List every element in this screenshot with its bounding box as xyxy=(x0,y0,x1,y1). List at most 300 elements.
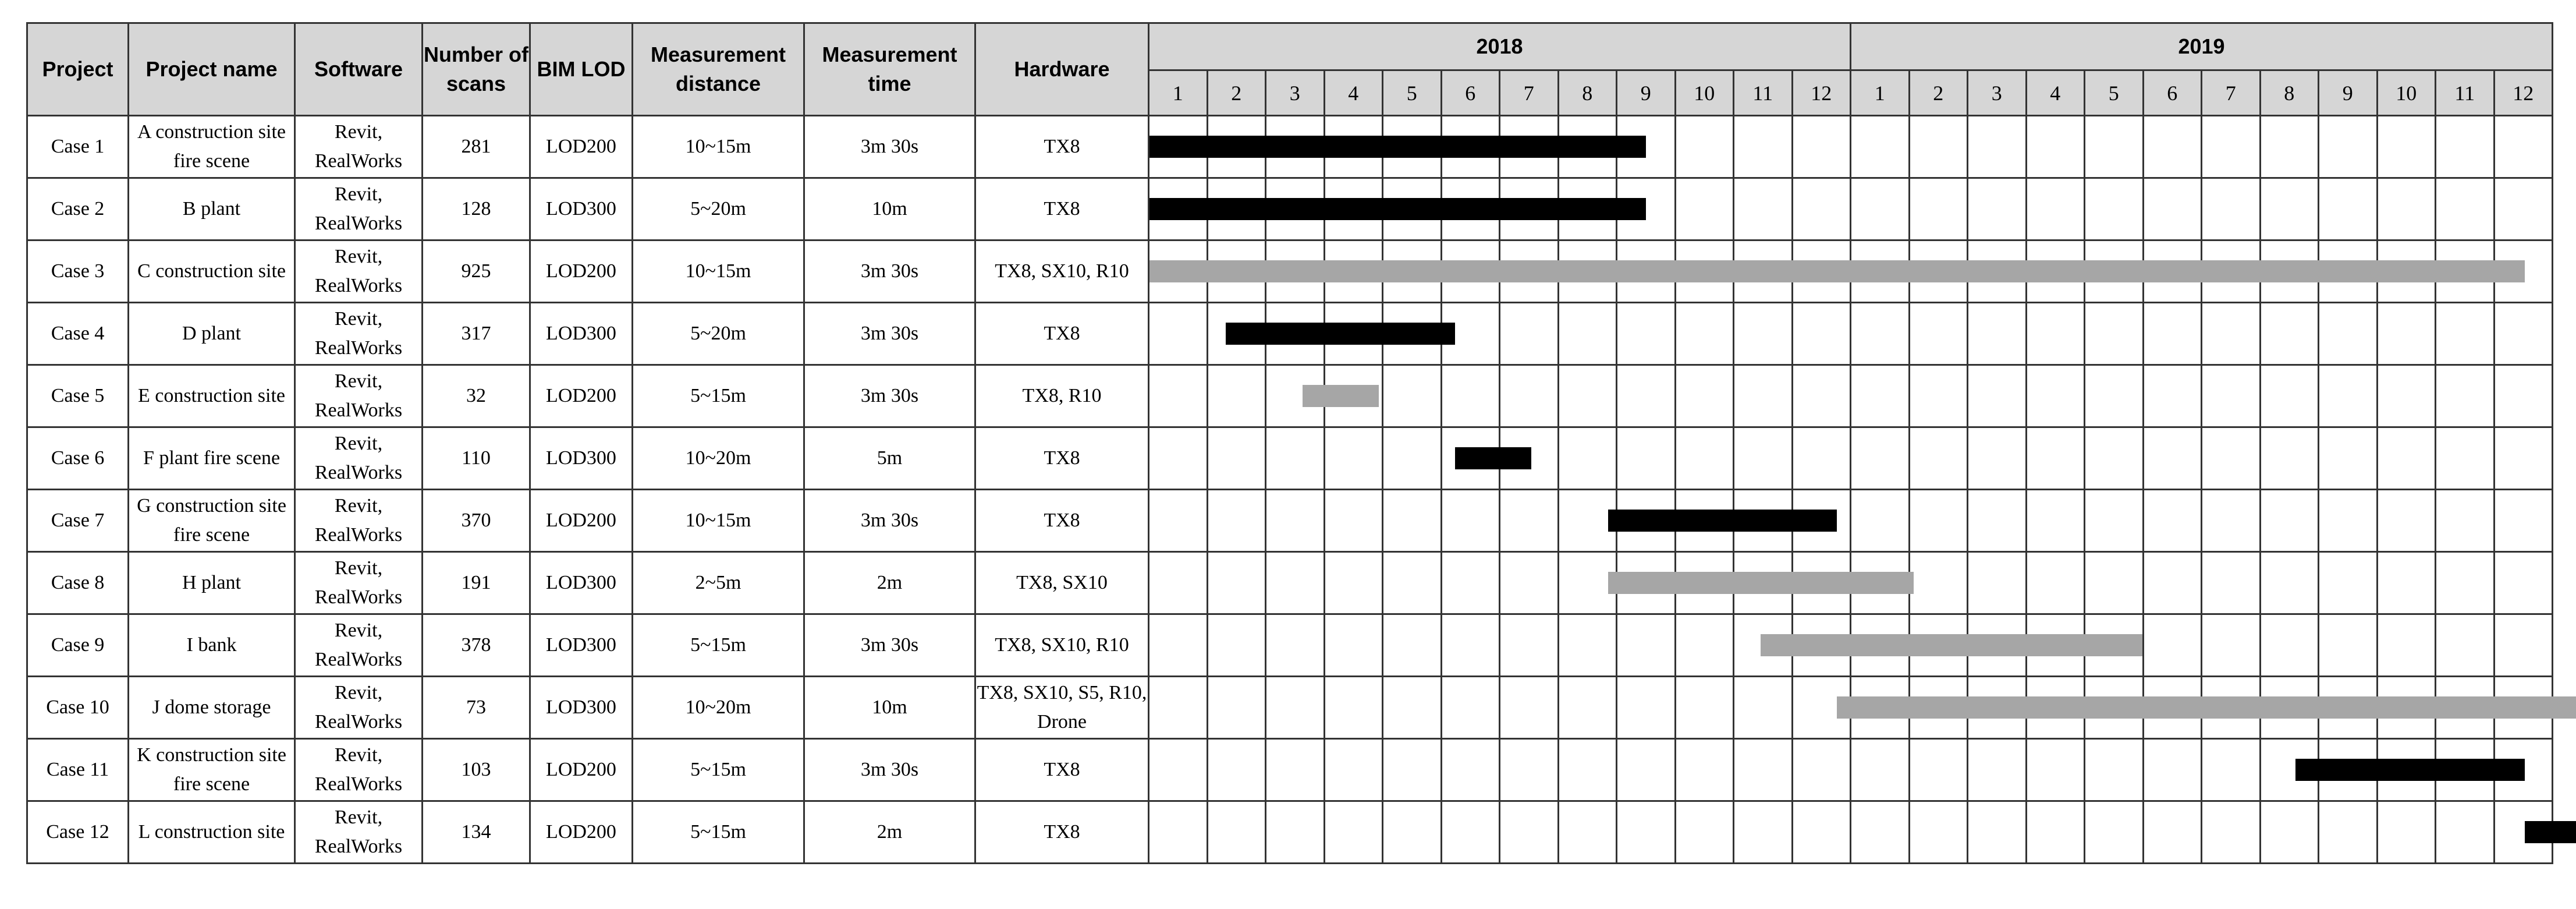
timeline-cell xyxy=(2085,490,2144,552)
timeline-cell xyxy=(1441,303,1500,365)
timeline-cell xyxy=(1266,240,1325,303)
timeline-cell xyxy=(2377,303,2436,365)
timeline-cell xyxy=(1675,677,1734,739)
timeline-cell xyxy=(1500,240,1559,303)
timeline-cell xyxy=(1266,552,1325,614)
timeline-cell xyxy=(2436,240,2495,303)
timeline-cell xyxy=(1734,739,1793,801)
timeline-cell xyxy=(1500,490,1559,552)
timeline-cell xyxy=(1968,303,2027,365)
timeline-cell xyxy=(2143,677,2202,739)
timeline-cell xyxy=(1207,490,1266,552)
timeline-cell xyxy=(2494,303,2553,365)
timeline-cell xyxy=(2085,739,2144,801)
cell-project: Case 10 xyxy=(27,677,129,739)
timeline-cell xyxy=(2202,614,2261,677)
timeline-cell xyxy=(1909,677,1968,739)
timeline-cell xyxy=(1207,303,1266,365)
timeline-cell xyxy=(1441,116,1500,178)
timeline-cell xyxy=(1558,427,1617,490)
timeline-cell xyxy=(2143,303,2202,365)
cell-measurement-distance: 5~15m xyxy=(633,739,804,801)
timeline-cell xyxy=(1909,365,1968,427)
header-number-of-scans: Number of scans xyxy=(423,23,530,116)
header-month: 8 xyxy=(1558,70,1617,116)
timeline-cell xyxy=(1909,116,1968,178)
cell-measurement-time: 3m 30s xyxy=(804,739,975,801)
timeline-cell xyxy=(2026,427,2085,490)
cell-measurement-distance: 10~15m xyxy=(633,490,804,552)
table-row xyxy=(27,739,2553,801)
timeline-cell xyxy=(1909,801,1968,864)
cell-project: Case 4 xyxy=(27,303,129,365)
timeline-cell xyxy=(1558,365,1617,427)
timeline-cell xyxy=(2085,178,2144,240)
timeline-cell xyxy=(1207,739,1266,801)
timeline-cell xyxy=(2319,178,2378,240)
cell-measurement-time: 3m 30s xyxy=(804,303,975,365)
header-month: 2 xyxy=(1909,70,1968,116)
cell-hardware: TX8 xyxy=(975,116,1149,178)
timeline-cell xyxy=(1558,552,1617,614)
timeline-cell xyxy=(1500,614,1559,677)
cell-project: Case 12 xyxy=(27,801,129,864)
cell-project: Case 2 xyxy=(27,178,129,240)
table-row xyxy=(27,427,2553,490)
timeline-cell xyxy=(1968,801,2027,864)
timeline-cell xyxy=(2260,178,2319,240)
cell-hardware: TX8 xyxy=(975,739,1149,801)
timeline-cell xyxy=(1207,365,1266,427)
timeline-cell xyxy=(1675,427,1734,490)
timeline-cell xyxy=(1792,739,1851,801)
timeline-cell xyxy=(2494,490,2553,552)
timeline-cell xyxy=(1266,116,1325,178)
timeline-cell xyxy=(2319,116,2378,178)
timeline-cell xyxy=(1266,739,1325,801)
timeline-cell xyxy=(1851,552,1910,614)
cell-number-of-scans: 128 xyxy=(423,178,530,240)
timeline-cell xyxy=(2143,801,2202,864)
timeline-cell xyxy=(1441,677,1500,739)
cell-project-name: A construction site fire scene xyxy=(129,116,295,178)
cell-measurement-distance: 5~15m xyxy=(633,614,804,677)
cell-number-of-scans: 191 xyxy=(423,552,530,614)
cell-hardware: TX8 xyxy=(975,303,1149,365)
timeline-cell xyxy=(1441,739,1500,801)
timeline-cell xyxy=(1149,677,1208,739)
header-hardware: Hardware xyxy=(975,23,1149,116)
timeline-cell xyxy=(2319,739,2378,801)
timeline-cell xyxy=(1266,365,1325,427)
timeline-cell xyxy=(1734,116,1793,178)
cell-bim-lod: LOD200 xyxy=(530,240,633,303)
cell-number-of-scans: 103 xyxy=(423,739,530,801)
timeline-cell xyxy=(2436,178,2495,240)
timeline-cell xyxy=(1675,614,1734,677)
timeline-cell xyxy=(2494,116,2553,178)
timeline-cell xyxy=(1617,801,1676,864)
timeline-cell xyxy=(1324,303,1383,365)
timeline-cell xyxy=(2436,303,2495,365)
header-month: 10 xyxy=(1675,70,1734,116)
cell-hardware: TX8 xyxy=(975,427,1149,490)
timeline-cell xyxy=(1383,490,1442,552)
timeline-cell xyxy=(1149,303,1208,365)
timeline-cell xyxy=(2377,614,2436,677)
cell-hardware: TX8, SX10, R10 xyxy=(975,240,1149,303)
table-row xyxy=(27,552,2553,614)
timeline-cell xyxy=(1792,552,1851,614)
cell-number-of-scans: 32 xyxy=(423,365,530,427)
header-month: 12 xyxy=(2494,70,2553,116)
cell-software: Revit, RealWorks xyxy=(295,677,423,739)
cell-number-of-scans: 281 xyxy=(423,116,530,178)
timeline-cell xyxy=(2260,739,2319,801)
header-month: 5 xyxy=(1383,70,1442,116)
timeline-cell xyxy=(2143,365,2202,427)
timeline-cell xyxy=(1383,365,1442,427)
header-month: 5 xyxy=(2085,70,2144,116)
header-bim-lod: BIM LOD xyxy=(530,23,633,116)
header-month: 11 xyxy=(1734,70,1793,116)
cell-bim-lod: LOD300 xyxy=(530,614,633,677)
timeline-cell xyxy=(2260,365,2319,427)
cell-software: Revit, RealWorks xyxy=(295,116,423,178)
timeline-cell xyxy=(1558,801,1617,864)
timeline-cell xyxy=(2085,303,2144,365)
timeline-cell xyxy=(2026,739,2085,801)
timeline-cell xyxy=(1558,240,1617,303)
cell-software: Revit, RealWorks xyxy=(295,303,423,365)
table-row xyxy=(27,801,2553,864)
timeline-cell xyxy=(1266,614,1325,677)
timeline-cell xyxy=(2377,365,2436,427)
timeline-cell xyxy=(2260,116,2319,178)
cell-project-name: H plant xyxy=(129,552,295,614)
header-measurement-distance: Measurement distance xyxy=(633,23,804,116)
timeline-cell xyxy=(1617,677,1676,739)
cell-measurement-time: 5m xyxy=(804,427,975,490)
cell-measurement-time: 2m xyxy=(804,552,975,614)
timeline-cell xyxy=(1851,365,1910,427)
timeline-cell xyxy=(1500,178,1559,240)
header-month: 10 xyxy=(2377,70,2436,116)
cell-hardware: TX8, R10 xyxy=(975,365,1149,427)
header-month: 3 xyxy=(1266,70,1325,116)
cell-project-name: K construction site fire scene xyxy=(129,739,295,801)
timeline-cell xyxy=(2377,178,2436,240)
timeline-cell xyxy=(1266,801,1325,864)
gantt-body xyxy=(27,116,2553,864)
timeline-cell xyxy=(1909,490,1968,552)
timeline-cell xyxy=(1383,552,1442,614)
timeline-cell xyxy=(1441,427,1500,490)
timeline-cell xyxy=(1383,801,1442,864)
timeline-cell xyxy=(2319,303,2378,365)
timeline-cell xyxy=(2085,552,2144,614)
timeline-cell xyxy=(1734,614,1793,677)
timeline-cell xyxy=(1441,490,1500,552)
timeline-cell xyxy=(1383,427,1442,490)
timeline-cell xyxy=(2436,427,2495,490)
timeline-cell xyxy=(1383,240,1442,303)
timeline-cell xyxy=(2436,739,2495,801)
cell-number-of-scans: 370 xyxy=(423,490,530,552)
timeline-cell xyxy=(1441,552,1500,614)
cell-project-name: J dome storage xyxy=(129,677,295,739)
cell-bim-lod: LOD200 xyxy=(530,739,633,801)
cell-measurement-time: 10m xyxy=(804,178,975,240)
header-month: 8 xyxy=(2260,70,2319,116)
header-month: 12 xyxy=(1792,70,1851,116)
timeline-cell xyxy=(1617,303,1676,365)
header-month: 7 xyxy=(1500,70,1559,116)
timeline-cell xyxy=(1792,365,1851,427)
timeline-cell xyxy=(2085,240,2144,303)
cell-project: Case 6 xyxy=(27,427,129,490)
timeline-cell xyxy=(2202,801,2261,864)
timeline-cell xyxy=(2085,365,2144,427)
cell-measurement-time: 10m xyxy=(804,677,975,739)
header-month: 9 xyxy=(2319,70,2378,116)
cell-number-of-scans: 317 xyxy=(423,303,530,365)
timeline-cell xyxy=(1968,552,2027,614)
timeline-cell xyxy=(2260,240,2319,303)
timeline-cell xyxy=(1968,427,2027,490)
cell-bim-lod: LOD200 xyxy=(530,490,633,552)
header-month: 11 xyxy=(2436,70,2495,116)
timeline-cell xyxy=(1324,677,1383,739)
timeline-cell xyxy=(1675,801,1734,864)
table-row xyxy=(27,490,2553,552)
timeline-cell xyxy=(1617,739,1676,801)
timeline-cell xyxy=(1266,303,1325,365)
cell-measurement-time: 3m 30s xyxy=(804,240,975,303)
header-month: 4 xyxy=(2026,70,2085,116)
cell-project-name: L construction site xyxy=(129,801,295,864)
cell-bim-lod: LOD200 xyxy=(530,801,633,864)
timeline-cell xyxy=(1617,240,1676,303)
timeline-cell xyxy=(2143,116,2202,178)
timeline-cell xyxy=(2494,801,2553,864)
timeline-cell xyxy=(1675,178,1734,240)
table-row xyxy=(27,178,2553,240)
timeline-cell xyxy=(1441,614,1500,677)
timeline-cell xyxy=(1617,365,1676,427)
timeline-cell xyxy=(1500,116,1559,178)
timeline-cell xyxy=(2436,677,2495,739)
timeline-cell xyxy=(1909,739,1968,801)
timeline-cell xyxy=(2494,240,2553,303)
timeline-cell xyxy=(2377,240,2436,303)
header-year-2019: 2019 xyxy=(1851,23,2553,70)
header-row-years xyxy=(27,23,2553,70)
timeline-cell xyxy=(1324,427,1383,490)
timeline-cell xyxy=(1675,365,1734,427)
timeline-cell xyxy=(1324,614,1383,677)
timeline-cell xyxy=(2143,240,2202,303)
timeline-cell xyxy=(1851,427,1910,490)
cell-project-name: F plant fire scene xyxy=(129,427,295,490)
timeline-cell xyxy=(1207,240,1266,303)
timeline-cell xyxy=(2377,427,2436,490)
timeline-cell xyxy=(2377,677,2436,739)
timeline-cell xyxy=(2202,116,2261,178)
timeline-cell xyxy=(2319,365,2378,427)
timeline-cell xyxy=(2319,240,2378,303)
timeline-cell xyxy=(2494,614,2553,677)
timeline-cell xyxy=(1851,303,1910,365)
timeline-cell xyxy=(2085,116,2144,178)
timeline-cell xyxy=(1149,739,1208,801)
timeline-cell xyxy=(2377,801,2436,864)
timeline-cell xyxy=(1441,801,1500,864)
cell-hardware: TX8 xyxy=(975,801,1149,864)
header-software: Software xyxy=(295,23,423,116)
timeline-cell xyxy=(1324,178,1383,240)
timeline-cell xyxy=(1851,614,1910,677)
timeline-cell xyxy=(2377,739,2436,801)
timeline-cell xyxy=(1500,739,1559,801)
timeline-cell xyxy=(1558,490,1617,552)
cell-project: Case 8 xyxy=(27,552,129,614)
timeline-cell xyxy=(1734,677,1793,739)
cell-hardware: TX8, SX10 xyxy=(975,552,1149,614)
timeline-cell xyxy=(1441,240,1500,303)
timeline-cell xyxy=(2319,801,2378,864)
timeline-cell xyxy=(1792,677,1851,739)
cell-project: Case 7 xyxy=(27,490,129,552)
timeline-cell xyxy=(1968,365,2027,427)
timeline-cell xyxy=(1617,552,1676,614)
header-month: 2 xyxy=(1207,70,1266,116)
timeline-cell xyxy=(1617,178,1676,240)
timeline-cell xyxy=(2026,490,2085,552)
timeline-cell xyxy=(1675,552,1734,614)
cell-bim-lod: LOD200 xyxy=(530,365,633,427)
timeline-cell xyxy=(2436,490,2495,552)
timeline-cell xyxy=(2260,490,2319,552)
cell-project-name: B plant xyxy=(129,178,295,240)
timeline-cell xyxy=(1149,116,1208,178)
cell-project: Case 9 xyxy=(27,614,129,677)
timeline-cell xyxy=(1734,490,1793,552)
timeline-cell xyxy=(2202,427,2261,490)
cell-software: Revit, RealWorks xyxy=(295,240,423,303)
header-year-2018: 2018 xyxy=(1149,23,1851,70)
header-month: 3 xyxy=(1968,70,2027,116)
timeline-cell xyxy=(1968,178,2027,240)
timeline-cell xyxy=(1324,116,1383,178)
cell-number-of-scans: 134 xyxy=(423,801,530,864)
timeline-cell xyxy=(1909,552,1968,614)
timeline-cell xyxy=(2202,240,2261,303)
timeline-cell xyxy=(1617,427,1676,490)
timeline-cell xyxy=(1324,739,1383,801)
timeline-cell xyxy=(1207,801,1266,864)
timeline-cell xyxy=(1968,614,2027,677)
timeline-cell xyxy=(2143,739,2202,801)
timeline-cell xyxy=(1207,427,1266,490)
cell-number-of-scans: 378 xyxy=(423,614,530,677)
table-row xyxy=(27,303,2553,365)
timeline-cell xyxy=(1383,116,1442,178)
timeline-cell xyxy=(1792,427,1851,490)
timeline-cell xyxy=(1149,801,1208,864)
cell-measurement-distance: 10~20m xyxy=(633,427,804,490)
table-row xyxy=(27,116,2553,178)
header-project: Project xyxy=(27,23,129,116)
timeline-cell xyxy=(2026,240,2085,303)
timeline-cell xyxy=(1266,677,1325,739)
timeline-cell xyxy=(1149,552,1208,614)
table-row xyxy=(27,240,2553,303)
timeline-cell xyxy=(1851,116,1910,178)
header-month: 7 xyxy=(2202,70,2261,116)
timeline-cell xyxy=(1266,427,1325,490)
timeline-cell xyxy=(2143,427,2202,490)
timeline-cell xyxy=(2260,427,2319,490)
timeline-cell xyxy=(1968,240,2027,303)
timeline-cell xyxy=(1909,614,1968,677)
timeline-cell xyxy=(1558,739,1617,801)
timeline-cell xyxy=(2436,801,2495,864)
cell-measurement-distance: 10~15m xyxy=(633,116,804,178)
timeline-cell xyxy=(2026,365,2085,427)
timeline-cell xyxy=(1207,116,1266,178)
timeline-cell xyxy=(1734,365,1793,427)
timeline-cell xyxy=(1324,365,1383,427)
timeline-cell xyxy=(1324,801,1383,864)
timeline-cell xyxy=(1266,490,1325,552)
timeline-cell xyxy=(2143,178,2202,240)
header-month: 1 xyxy=(1851,70,1910,116)
cell-number-of-scans: 73 xyxy=(423,677,530,739)
timeline-cell xyxy=(2319,552,2378,614)
timeline-cell xyxy=(2436,365,2495,427)
timeline-cell xyxy=(1734,552,1793,614)
header-month: 6 xyxy=(1441,70,1500,116)
timeline-cell xyxy=(1792,490,1851,552)
timeline-cell xyxy=(2026,116,2085,178)
cell-bim-lod: LOD300 xyxy=(530,677,633,739)
timeline-cell xyxy=(1968,677,2027,739)
cell-measurement-distance: 5~15m xyxy=(633,365,804,427)
timeline-cell xyxy=(2260,614,2319,677)
cell-measurement-distance: 2~5m xyxy=(633,552,804,614)
cell-project-name: I bank xyxy=(129,614,295,677)
header-month: 1 xyxy=(1149,70,1208,116)
cell-software: Revit, RealWorks xyxy=(295,427,423,490)
cell-project: Case 3 xyxy=(27,240,129,303)
timeline-cell xyxy=(1149,365,1208,427)
timeline-cell xyxy=(1500,365,1559,427)
timeline-cell xyxy=(2202,739,2261,801)
timeline-cell xyxy=(1149,240,1208,303)
timeline-cell xyxy=(2494,552,2553,614)
cell-hardware: TX8 xyxy=(975,178,1149,240)
cell-measurement-distance: 5~20m xyxy=(633,303,804,365)
timeline-cell xyxy=(1909,178,1968,240)
timeline-cell xyxy=(2026,178,2085,240)
timeline-cell xyxy=(2260,801,2319,864)
timeline-cell xyxy=(2319,427,2378,490)
timeline-cell xyxy=(1207,178,1266,240)
cell-hardware: TX8 xyxy=(975,490,1149,552)
timeline-cell xyxy=(2377,552,2436,614)
timeline-cell xyxy=(1266,178,1325,240)
